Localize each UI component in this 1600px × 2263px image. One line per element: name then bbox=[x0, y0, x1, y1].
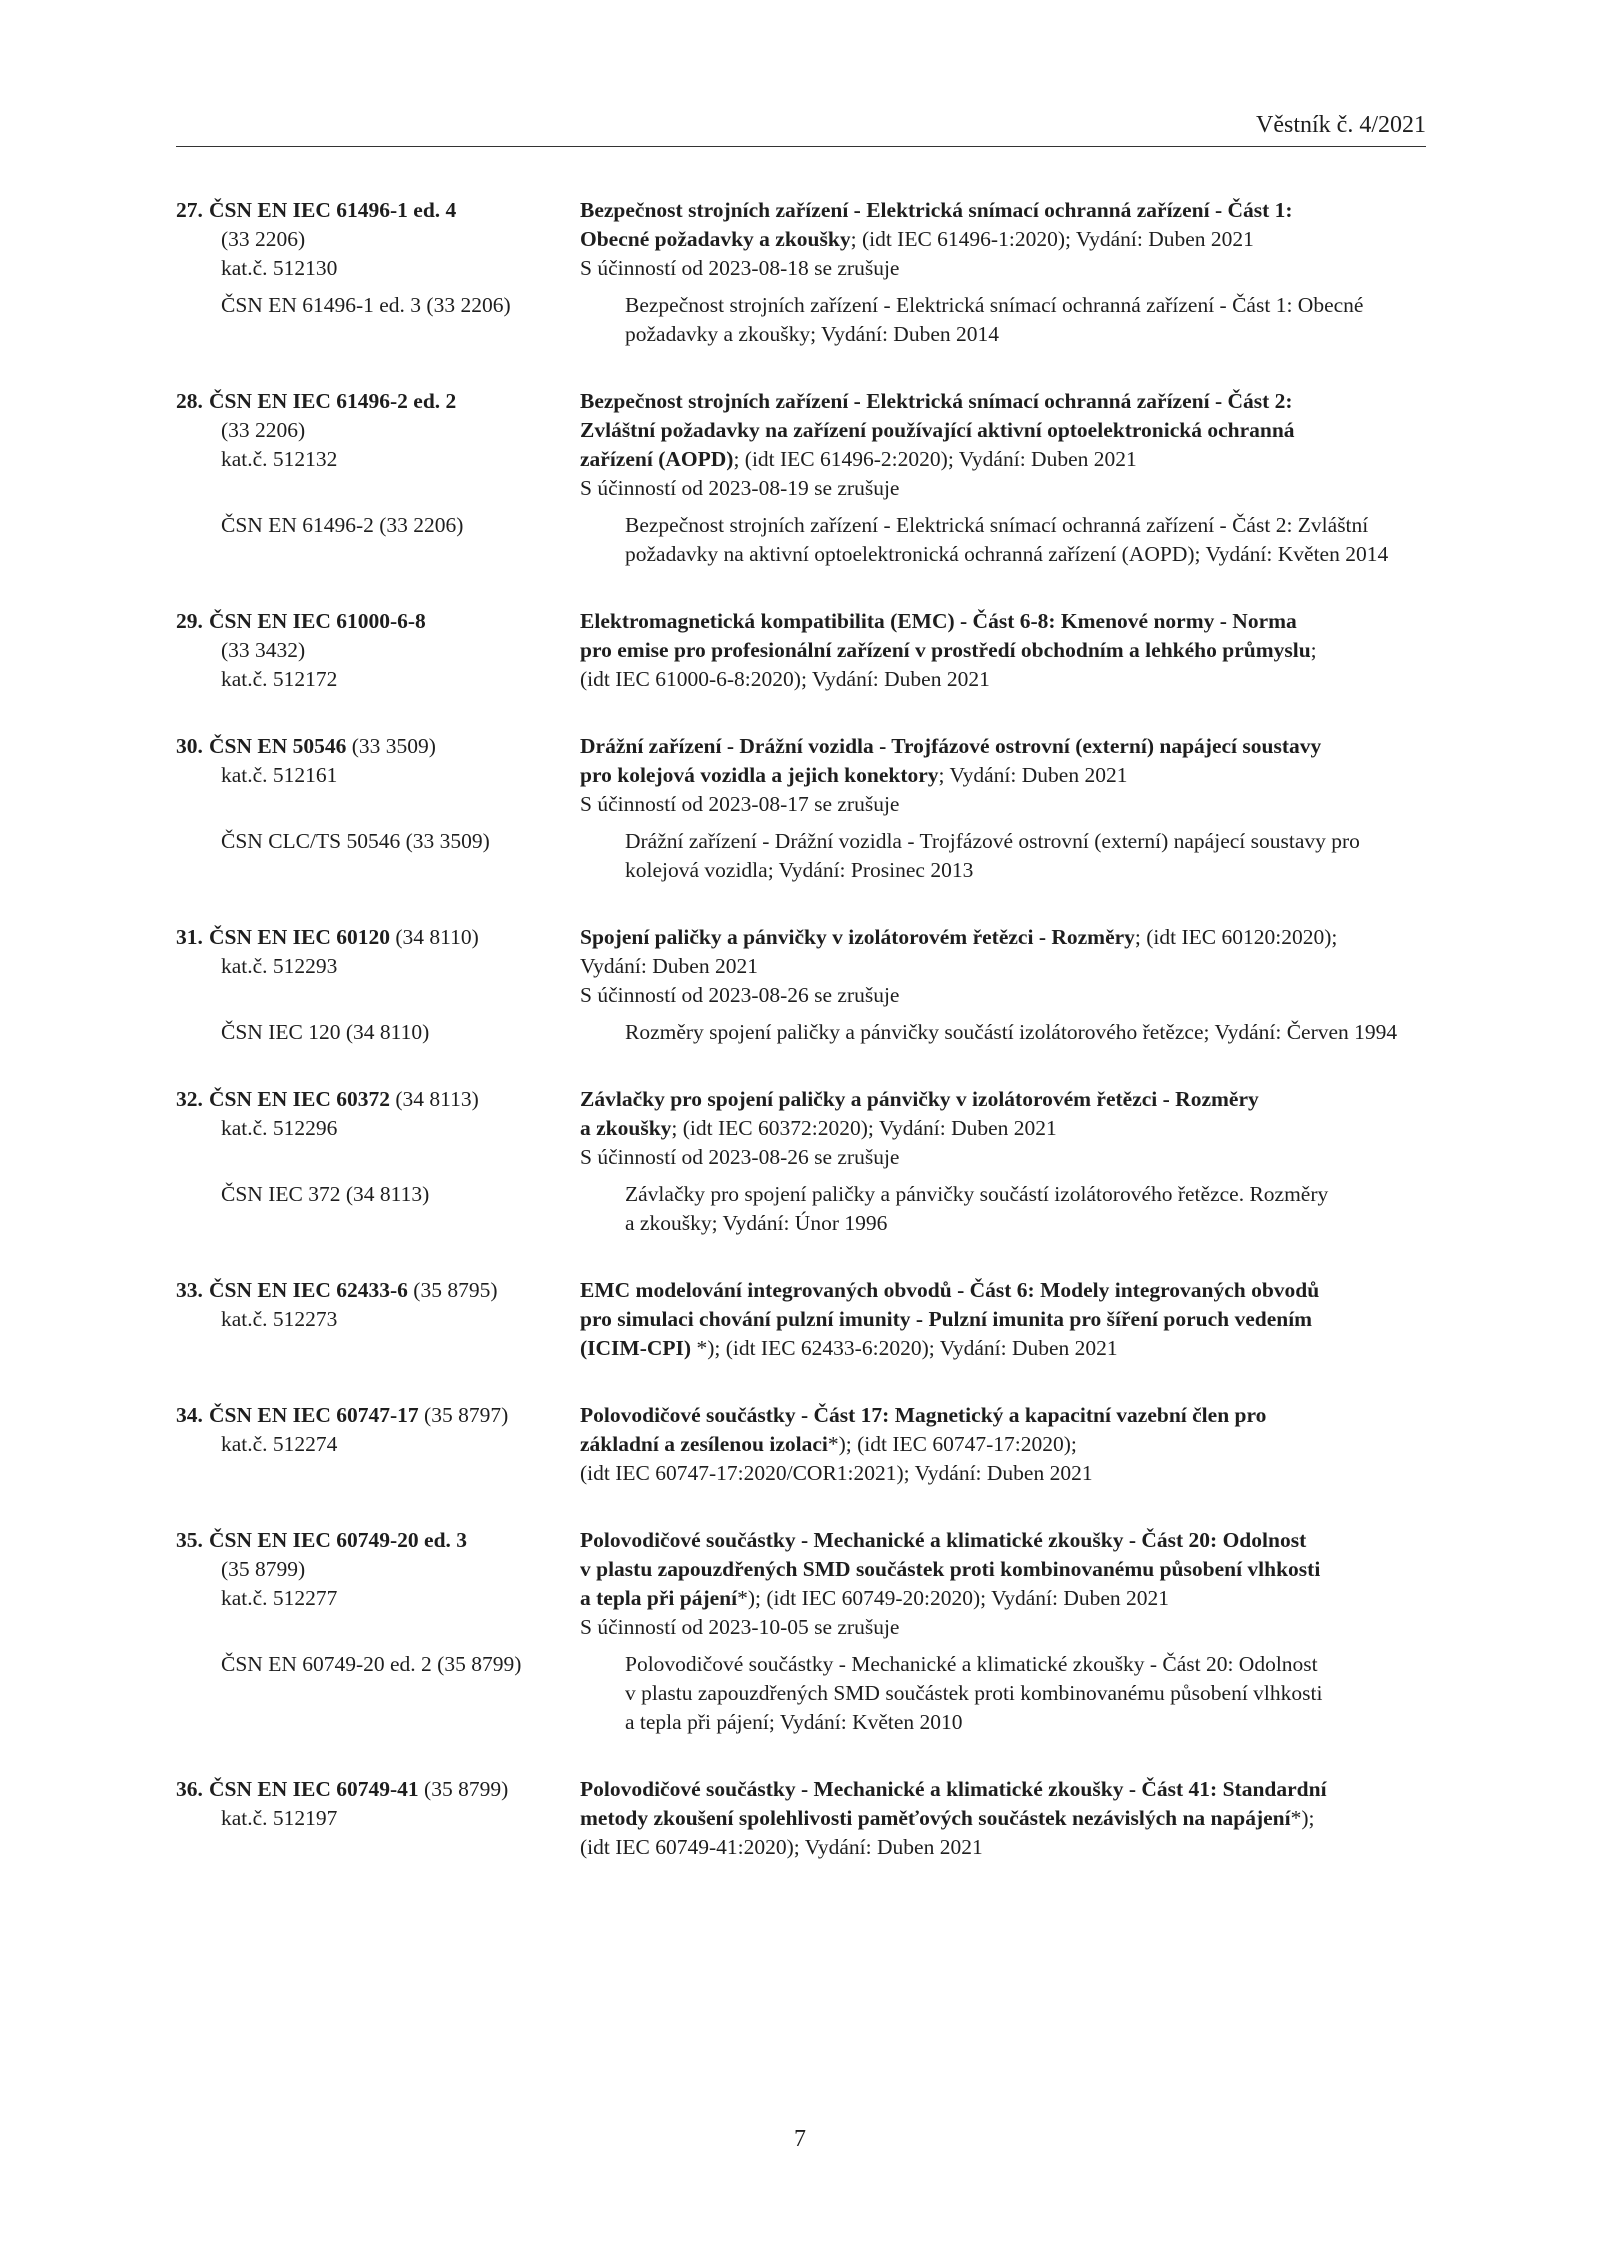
standard-title: pro emise pro profesionální zařízení v prostředí obchodním a lehkého průmyslu bbox=[580, 638, 1311, 662]
standard-title: Drážní zařízení - Drážní vozidla - Trojfázové ostrovní (externí) napájecí soustavy bbox=[580, 734, 1322, 758]
entry-number: 29. bbox=[176, 609, 203, 633]
standard-title: základní a zesílenou izolaci bbox=[580, 1432, 828, 1456]
description-text: ; bbox=[1310, 638, 1317, 662]
standard-entry bbox=[176, 1085, 1426, 1238]
description-text: (idt IEC 60749-41:2020); Vydání: Duben 2021 bbox=[580, 1835, 983, 1859]
entry-number: 36. bbox=[176, 1777, 203, 1801]
description-line: Bezpečnost strojních zařízení - Elektrická snímací ochranná zařízení - Část 2: Zvláštní bbox=[625, 513, 1369, 537]
standard-entry bbox=[176, 1775, 1426, 1862]
replaced-standard-row bbox=[176, 511, 1426, 569]
description-line bbox=[580, 1833, 1426, 1862]
standard-entry bbox=[176, 1401, 1426, 1488]
catalog-number: kat.č. 512296 bbox=[221, 1116, 338, 1140]
entry-main-row bbox=[176, 923, 1426, 1010]
standard-entry bbox=[176, 1276, 1426, 1363]
standard-title: Polovodičové součástky - Mechanické a klimatické zkoušky - Část 20: Odolnost bbox=[580, 1528, 1307, 1552]
standard-code-line bbox=[176, 1401, 580, 1430]
entry-number: 31. bbox=[176, 925, 203, 949]
standard-description bbox=[580, 1526, 1426, 1642]
description-text: S účinností od 2023-08-26 se zrušuje bbox=[580, 983, 900, 1007]
entry-main-row bbox=[176, 1276, 1426, 1363]
replaced-standard-row bbox=[176, 1180, 1426, 1238]
standard-description bbox=[580, 387, 1426, 503]
standard-title: v plastu zapouzdřených SMD součástek proti kombinovanému působení vlhkosti bbox=[580, 1557, 1321, 1581]
description-line: kolejová vozidla; Vydání: Prosinec 2013 bbox=[625, 858, 974, 882]
description-line: požadavky a zkoušky; Vydání: Duben 2014 bbox=[625, 322, 999, 346]
page-number: 7 bbox=[794, 2126, 806, 2152]
description-line: Drážní zařízení - Drážní vozidla - Trojfázové ostrovní (externí) napájecí soustavy pro bbox=[625, 829, 1360, 853]
description-text: *); bbox=[1290, 1806, 1315, 1830]
description-line bbox=[580, 1334, 1426, 1363]
entry-main-row bbox=[176, 732, 1426, 819]
catalog-number: kat.č. 512161 bbox=[221, 763, 338, 787]
entry-number: 27. bbox=[176, 198, 203, 222]
description-line: Závlačky pro spojení paličky a pánvičky součástí izolátorového řetězce. Rozměry bbox=[625, 1182, 1329, 1206]
standard-title: zařízení (AOPD) bbox=[580, 447, 734, 471]
standard-code: ČSN EN IEC 61496-1 ed. 4 bbox=[209, 198, 457, 222]
description-line bbox=[580, 1143, 1426, 1172]
description-line bbox=[580, 1459, 1426, 1488]
description-text: S účinností od 2023-10-05 se zrušuje bbox=[580, 1615, 900, 1639]
classification-number: (35 8799) bbox=[221, 1557, 306, 1581]
page-header bbox=[176, 110, 1426, 147]
standard-description bbox=[580, 1276, 1426, 1363]
standard-title: pro kolejová vozidla a jejich konektory bbox=[580, 763, 939, 787]
entry-identifiers bbox=[176, 1401, 580, 1488]
replaced-standard-row bbox=[176, 1018, 1426, 1047]
standard-code-line bbox=[176, 732, 580, 761]
replaced-standard-code: ČSN EN 61496-1 ed. 3 (33 2206) bbox=[221, 293, 511, 317]
description-line bbox=[580, 225, 1426, 254]
replaced-standard-description bbox=[625, 291, 1471, 349]
entry-number: 34. bbox=[176, 1403, 203, 1427]
description-text: S účinností od 2023-08-19 se zrušuje bbox=[580, 476, 900, 500]
description-line bbox=[580, 416, 1426, 445]
standard-title: pro simulaci chování pulzní imunity - Pulzní imunita pro šíření poruch vedením bbox=[580, 1307, 1313, 1331]
entry-identifiers bbox=[176, 607, 580, 694]
standard-title: Závlačky pro spojení paličky a pánvičky v izolátorovém řetězci - Rozměry bbox=[580, 1087, 1259, 1111]
standard-entry bbox=[176, 732, 1426, 885]
standard-code: ČSN EN IEC 62433-6 bbox=[209, 1278, 408, 1302]
standard-title: EMC modelování integrovaných obvodů - Část 6: Modely integrovaných obvodů bbox=[580, 1278, 1320, 1302]
standard-code-line bbox=[176, 923, 580, 952]
standard-title: Obecné požadavky a zkoušky bbox=[580, 227, 851, 251]
description-line bbox=[580, 665, 1426, 694]
standard-code: ČSN EN 50546 bbox=[209, 734, 347, 758]
classification-number: (35 8797) bbox=[418, 1403, 509, 1427]
description-line bbox=[580, 254, 1426, 283]
classification-number: (33 2206) bbox=[221, 227, 306, 251]
classification-number: (33 3432) bbox=[221, 638, 306, 662]
description-text: ; (idt IEC 60120:2020); bbox=[1134, 925, 1338, 949]
description-line bbox=[580, 1276, 1426, 1305]
standard-title: Zvláštní požadavky na zařízení používající aktivní optoelektronická ochranná bbox=[580, 418, 1295, 442]
catalog-number: kat.č. 512293 bbox=[221, 954, 338, 978]
description-line bbox=[580, 474, 1426, 503]
standard-code-line bbox=[176, 1526, 580, 1555]
catalog-number: kat.č. 512273 bbox=[221, 1307, 338, 1331]
standard-code: ČSN EN IEC 61496-2 ed. 2 bbox=[209, 389, 457, 413]
standard-title: a tepla při pájení bbox=[580, 1586, 738, 1610]
standard-entry bbox=[176, 387, 1426, 569]
description-line bbox=[580, 1305, 1426, 1334]
replaced-standard-description bbox=[625, 511, 1471, 569]
standard-description bbox=[580, 607, 1426, 694]
entry-main-row bbox=[176, 1775, 1426, 1862]
standard-code: ČSN EN IEC 61000-6-8 bbox=[209, 609, 426, 633]
entry-number: 35. bbox=[176, 1528, 203, 1552]
classification-number: (34 8113) bbox=[390, 1087, 479, 1111]
classification-number: (34 8110) bbox=[390, 925, 479, 949]
description-line bbox=[580, 1114, 1426, 1143]
description-line bbox=[580, 1613, 1426, 1642]
replaced-standard-description bbox=[625, 1018, 1471, 1047]
description-line: v plastu zapouzdřených SMD součástek proti kombinovanému působení vlhkosti bbox=[625, 1681, 1323, 1705]
standard-description bbox=[580, 732, 1426, 819]
replaced-standard-row bbox=[176, 827, 1426, 885]
catalog-number: kat.č. 512172 bbox=[221, 667, 338, 691]
standard-description bbox=[580, 196, 1426, 283]
description-text: Vydání: Duben 2021 bbox=[580, 954, 758, 978]
standard-title: (ICIM-CPI) bbox=[580, 1336, 692, 1360]
standard-description bbox=[580, 923, 1426, 1010]
replaced-standard-description bbox=[625, 1650, 1471, 1737]
entry-identifiers bbox=[176, 732, 580, 819]
standard-code: ČSN EN IEC 60372 bbox=[209, 1087, 390, 1111]
description-line: Polovodičové součástky - Mechanické a klimatické zkoušky - Část 20: Odolnost bbox=[625, 1652, 1318, 1676]
replaced-standard-row bbox=[176, 1650, 1426, 1737]
description-line bbox=[580, 952, 1426, 981]
entry-number: 33. bbox=[176, 1278, 203, 1302]
description-line: a tepla při pájení; Vydání: Květen 2010 bbox=[625, 1710, 963, 1734]
description-line bbox=[580, 1584, 1426, 1613]
description-line bbox=[580, 387, 1426, 416]
standard-code: ČSN EN IEC 60747-17 bbox=[209, 1403, 419, 1427]
description-text: (idt IEC 60747-17:2020/COR1:2021); Vydání: Duben 2021 bbox=[580, 1461, 1093, 1485]
description-line bbox=[580, 1526, 1426, 1555]
replaced-standard-description bbox=[625, 1180, 1471, 1238]
description-line bbox=[580, 1555, 1426, 1584]
description-line bbox=[580, 1775, 1426, 1804]
description-line: požadavky na aktivní optoelektronická ochranná zařízení (AOPD); Vydání: Květen 2014 bbox=[625, 542, 1389, 566]
replaced-standard-description bbox=[625, 827, 1471, 885]
standard-title: Spojení paličky a pánvičky v izolátorovém řetězci - Rozměry bbox=[580, 925, 1135, 949]
classification-number: (33 3509) bbox=[346, 734, 436, 758]
description-text: S účinností od 2023-08-18 se zrušuje bbox=[580, 256, 900, 280]
standard-entry bbox=[176, 923, 1426, 1047]
entry-main-row bbox=[176, 1401, 1426, 1488]
entry-number: 32. bbox=[176, 1087, 203, 1111]
description-line bbox=[580, 923, 1426, 952]
standard-code: ČSN EN IEC 60749-41 bbox=[209, 1777, 419, 1801]
standard-entry bbox=[176, 1526, 1426, 1737]
classification-number: (35 8795) bbox=[407, 1278, 498, 1302]
description-text: ; (idt IEC 61496-1:2020); Vydání: Duben 2021 bbox=[850, 227, 1254, 251]
header-title: Věstník č. 4/2021 bbox=[1256, 112, 1426, 138]
standard-code-line bbox=[176, 387, 580, 416]
standard-code-line bbox=[176, 1085, 580, 1114]
classification-number: (35 8799) bbox=[418, 1777, 509, 1801]
description-text: *); (idt IEC 60749-20:2020); Vydání: Duben 2021 bbox=[737, 1586, 1170, 1610]
replaced-standard-code: ČSN CLC/TS 50546 (33 3509) bbox=[221, 829, 490, 853]
entry-identifiers bbox=[176, 923, 580, 1010]
replaced-standard-code: ČSN EN 61496-2 (33 2206) bbox=[221, 513, 464, 537]
entry-identifiers bbox=[176, 196, 580, 283]
standard-entry bbox=[176, 607, 1426, 694]
replaced-standard-code: ČSN IEC 120 (34 8110) bbox=[221, 1020, 430, 1044]
description-line bbox=[580, 196, 1426, 225]
description-text: S účinností od 2023-08-26 se zrušuje bbox=[580, 1145, 900, 1169]
description-text: ; Vydání: Duben 2021 bbox=[938, 763, 1128, 787]
standards-list bbox=[176, 196, 1426, 1900]
description-line: Rozměry spojení paličky a pánvičky součástí izolátorového řetězce; Vydání: Červen 1994 bbox=[625, 1020, 1398, 1044]
description-line bbox=[580, 732, 1426, 761]
entry-main-row bbox=[176, 1526, 1426, 1642]
standard-description bbox=[580, 1085, 1426, 1172]
classification-number: (33 2206) bbox=[221, 418, 306, 442]
standard-title: Polovodičové součástky - Část 17: Magnetický a kapacitní vazební člen pro bbox=[580, 1403, 1267, 1427]
entry-main-row bbox=[176, 196, 1426, 283]
standard-title: a zkoušky bbox=[580, 1116, 672, 1140]
catalog-number: kat.č. 512132 bbox=[221, 447, 338, 471]
replaced-standard-code: ČSN IEC 372 (34 8113) bbox=[221, 1182, 430, 1206]
standard-code-line bbox=[176, 1775, 580, 1804]
replaced-standard-row bbox=[176, 291, 1426, 349]
standard-description bbox=[580, 1775, 1426, 1862]
entry-identifiers bbox=[176, 387, 580, 503]
entry-identifiers bbox=[176, 1085, 580, 1172]
standard-title: Bezpečnost strojních zařízení - Elektrická snímací ochranná zařízení - Část 1: bbox=[580, 198, 1293, 222]
entry-number: 30. bbox=[176, 734, 203, 758]
description-text: *); (idt IEC 60747-17:2020); bbox=[827, 1432, 1077, 1456]
entry-main-row bbox=[176, 1085, 1426, 1172]
catalog-number: kat.č. 512130 bbox=[221, 256, 338, 280]
description-line bbox=[580, 761, 1426, 790]
standard-code-line bbox=[176, 196, 580, 225]
standard-title: Polovodičové součástky - Mechanické a klimatické zkoušky - Část 41: Standardní bbox=[580, 1777, 1327, 1801]
entry-identifiers bbox=[176, 1526, 580, 1642]
standard-entry bbox=[176, 196, 1426, 349]
description-line: Bezpečnost strojních zařízení - Elektrická snímací ochranná zařízení - Část 1: Obecné bbox=[625, 293, 1364, 317]
standard-title: Bezpečnost strojních zařízení - Elektrická snímací ochranná zařízení - Část 2: bbox=[580, 389, 1293, 413]
description-text: (idt IEC 61000-6-8:2020); Vydání: Duben 2021 bbox=[580, 667, 990, 691]
description-text: ; (idt IEC 61496-2:2020); Vydání: Duben 2021 bbox=[733, 447, 1137, 471]
entry-identifiers bbox=[176, 1276, 580, 1363]
description-line bbox=[580, 607, 1426, 636]
description-line bbox=[580, 1085, 1426, 1114]
standard-code: ČSN EN IEC 60120 bbox=[209, 925, 390, 949]
standard-code-line bbox=[176, 1276, 580, 1305]
description-line bbox=[580, 636, 1426, 665]
description-line bbox=[580, 445, 1426, 474]
page-footer bbox=[0, 2126, 1600, 2153]
standard-description bbox=[580, 1401, 1426, 1488]
description-line bbox=[580, 1401, 1426, 1430]
description-text: *); (idt IEC 62433-6:2020); Vydání: Duben 2021 bbox=[691, 1336, 1118, 1360]
description-line bbox=[580, 981, 1426, 1010]
entry-main-row bbox=[176, 607, 1426, 694]
description-line bbox=[580, 1804, 1426, 1833]
description-line: a zkoušky; Vydání: Únor 1996 bbox=[625, 1211, 888, 1235]
standard-title: metody zkoušení spolehlivosti paměťových součástek nezávislých na napájení bbox=[580, 1806, 1291, 1830]
catalog-number: kat.č. 512277 bbox=[221, 1586, 338, 1610]
description-line bbox=[580, 790, 1426, 819]
standard-code: ČSN EN IEC 60749-20 ed. 3 bbox=[209, 1528, 468, 1552]
entry-identifiers bbox=[176, 1775, 580, 1862]
replaced-standard-code: ČSN EN 60749-20 ed. 2 (35 8799) bbox=[221, 1652, 522, 1676]
standard-code-line bbox=[176, 607, 580, 636]
catalog-number: kat.č. 512274 bbox=[221, 1432, 338, 1456]
description-text: S účinností od 2023-08-17 se zrušuje bbox=[580, 792, 900, 816]
entry-main-row bbox=[176, 387, 1426, 503]
description-text: ; (idt IEC 60372:2020); Vydání: Duben 2021 bbox=[671, 1116, 1057, 1140]
catalog-number: kat.č. 512197 bbox=[221, 1806, 338, 1830]
standard-title: Elektromagnetická kompatibilita (EMC) - Část 6-8: Kmenové normy - Norma bbox=[580, 609, 1297, 633]
entry-number: 28. bbox=[176, 389, 203, 413]
description-line bbox=[580, 1430, 1426, 1459]
